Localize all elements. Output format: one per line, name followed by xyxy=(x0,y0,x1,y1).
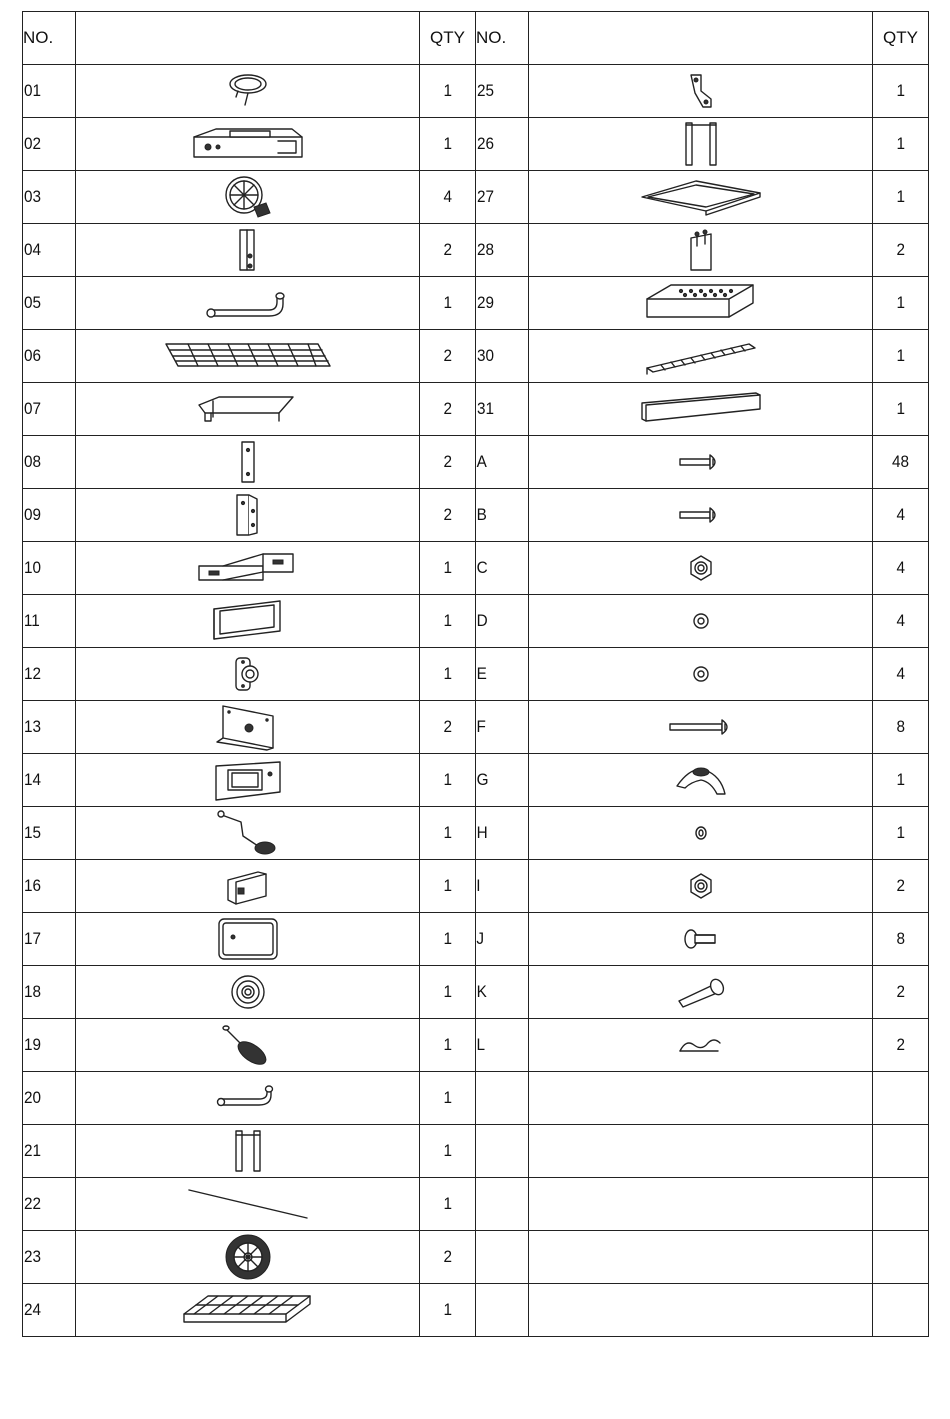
table-row xyxy=(23,913,929,966)
part-illustration xyxy=(529,860,873,913)
vent-panel-icon xyxy=(208,756,288,804)
small-washer-icon xyxy=(689,821,713,845)
firebox-icon xyxy=(188,123,308,165)
part-illustration xyxy=(76,860,420,913)
part-number: 13 xyxy=(23,701,76,754)
part-number: I xyxy=(476,860,529,913)
cooking-grate-icon xyxy=(158,336,338,376)
no-column-header: NO. xyxy=(476,12,529,65)
bolt-icon xyxy=(676,450,726,474)
part-quantity: 2 xyxy=(873,224,929,277)
part-quantity: 1 xyxy=(420,860,476,913)
part-illustration xyxy=(76,489,420,542)
wheel-icon xyxy=(223,1232,273,1282)
damper-wheel-icon xyxy=(218,173,278,221)
table-row xyxy=(23,436,929,489)
part-illustration xyxy=(529,171,873,224)
part-number: 15 xyxy=(23,807,76,860)
part-quantity: 1 xyxy=(873,807,929,860)
part-quantity: 1 xyxy=(873,65,929,118)
part-number xyxy=(476,1284,529,1337)
part-quantity: 1 xyxy=(420,966,476,1019)
part-quantity: 8 xyxy=(873,701,929,754)
table-row xyxy=(23,171,929,224)
table-row xyxy=(23,65,929,118)
part-illustration xyxy=(76,913,420,966)
bolt-icon xyxy=(676,503,726,527)
angle-bracket-icon xyxy=(231,491,265,539)
part-illustration xyxy=(529,1125,873,1178)
part-illustration xyxy=(529,330,873,383)
part-quantity xyxy=(873,1178,929,1231)
part-quantity: 2 xyxy=(420,701,476,754)
long-bolt-icon xyxy=(666,715,736,739)
table-row xyxy=(23,1178,929,1231)
part-illustration xyxy=(76,807,420,860)
table-row xyxy=(23,118,929,171)
part-number: 29 xyxy=(476,277,529,330)
part-number: A xyxy=(476,436,529,489)
part-number: 19 xyxy=(23,1019,76,1072)
short-bracket-icon xyxy=(681,226,721,274)
table-row xyxy=(23,383,929,436)
part-quantity: 1 xyxy=(420,118,476,171)
charcoal-pan-icon xyxy=(641,281,761,325)
part-quantity: 2 xyxy=(420,489,476,542)
part-illustration xyxy=(529,1019,873,1072)
part-number: 07 xyxy=(23,383,76,436)
part-illustration xyxy=(76,277,420,330)
part-number: 12 xyxy=(23,648,76,701)
part-number: H xyxy=(476,807,529,860)
part-illustration xyxy=(529,701,873,754)
part-number: 23 xyxy=(23,1231,76,1284)
part-number xyxy=(476,1125,529,1178)
part-number: 02 xyxy=(23,118,76,171)
part-quantity: 48 xyxy=(873,436,929,489)
spring-handle-icon xyxy=(218,1023,278,1067)
part-number: G xyxy=(476,754,529,807)
control-knob-icon xyxy=(228,970,268,1014)
part-number: E xyxy=(476,648,529,701)
part-quantity: 2 xyxy=(420,436,476,489)
part-illustration xyxy=(529,1284,873,1337)
part-quantity: 4 xyxy=(420,171,476,224)
part-number xyxy=(476,1231,529,1284)
part-quantity xyxy=(873,1125,929,1178)
bottom-shelf-frame-icon xyxy=(636,177,766,217)
table-row xyxy=(23,648,929,701)
part-number: 05 xyxy=(23,277,76,330)
ash-door-icon xyxy=(218,864,278,908)
part-number: F xyxy=(476,701,529,754)
table-row xyxy=(23,1231,929,1284)
part-number: 30 xyxy=(476,330,529,383)
part-number: B xyxy=(476,489,529,542)
picture-column-header xyxy=(76,12,420,65)
part-quantity: 1 xyxy=(420,807,476,860)
part-illustration xyxy=(529,542,873,595)
part-illustration xyxy=(76,966,420,1019)
part-number: C xyxy=(476,542,529,595)
table-row xyxy=(23,966,929,1019)
part-quantity: 2 xyxy=(420,1231,476,1284)
side-shelf-icon xyxy=(193,391,303,427)
part-quantity xyxy=(873,1231,929,1284)
part-quantity: 1 xyxy=(420,1019,476,1072)
table-row xyxy=(23,1072,929,1125)
part-illustration xyxy=(76,1072,420,1125)
part-quantity xyxy=(873,1072,929,1125)
part-quantity: 2 xyxy=(873,1019,929,1072)
part-illustration xyxy=(76,595,420,648)
part-quantity: 4 xyxy=(873,595,929,648)
axle-rod-icon xyxy=(183,1184,313,1224)
part-illustration xyxy=(529,277,873,330)
table-row xyxy=(23,860,929,913)
u-bracket-icon xyxy=(228,1127,268,1175)
part-illustration xyxy=(76,383,420,436)
qty-column-header: QTY xyxy=(420,12,476,65)
shoulder-bolt-icon xyxy=(681,924,721,954)
part-number: 08 xyxy=(23,436,76,489)
leg-icon xyxy=(228,226,268,274)
table-row xyxy=(23,807,929,860)
table-row xyxy=(23,277,929,330)
parts-list-table xyxy=(22,11,929,1337)
part-quantity: 1 xyxy=(873,330,929,383)
part-illustration xyxy=(529,913,873,966)
part-quantity: 1 xyxy=(420,1284,476,1337)
part-illustration xyxy=(529,65,873,118)
part-illustration xyxy=(76,436,420,489)
part-number: 11 xyxy=(23,595,76,648)
table-row xyxy=(23,330,929,383)
part-number: 31 xyxy=(476,383,529,436)
part-number: 10 xyxy=(23,542,76,595)
front-panel-icon xyxy=(208,597,288,645)
part-quantity: 8 xyxy=(873,913,929,966)
part-illustration xyxy=(76,542,420,595)
part-quantity: 1 xyxy=(873,383,929,436)
part-quantity: 2 xyxy=(420,224,476,277)
part-number: 21 xyxy=(23,1125,76,1178)
part-quantity: 1 xyxy=(420,754,476,807)
part-number: D xyxy=(476,595,529,648)
part-quantity: 1 xyxy=(873,118,929,171)
part-quantity: 1 xyxy=(420,595,476,648)
part-quantity: 1 xyxy=(420,648,476,701)
nut-icon xyxy=(686,553,716,583)
part-number: 26 xyxy=(476,118,529,171)
part-number: 25 xyxy=(476,65,529,118)
part-number: 24 xyxy=(23,1284,76,1337)
part-illustration xyxy=(529,648,873,701)
table-row xyxy=(23,224,929,277)
knob-mount-icon xyxy=(228,652,268,696)
part-illustration xyxy=(529,118,873,171)
small-handle-icon xyxy=(213,1083,283,1113)
bracket-clip-icon xyxy=(681,69,721,113)
table-header-row xyxy=(23,12,929,65)
part-quantity: 1 xyxy=(420,65,476,118)
door-plate-icon xyxy=(213,915,283,963)
part-number: 22 xyxy=(23,1178,76,1231)
part-illustration xyxy=(76,648,420,701)
part-illustration xyxy=(76,1231,420,1284)
part-illustration xyxy=(529,436,873,489)
part-quantity: 1 xyxy=(420,913,476,966)
part-quantity: 1 xyxy=(420,1072,476,1125)
part-illustration xyxy=(76,118,420,171)
part-illustration xyxy=(529,489,873,542)
nut-icon xyxy=(686,871,716,901)
part-illustration xyxy=(529,1231,873,1284)
part-number: 28 xyxy=(476,224,529,277)
part-illustration xyxy=(529,383,873,436)
part-number: 06 xyxy=(23,330,76,383)
part-illustration xyxy=(529,966,873,1019)
washer-icon xyxy=(689,662,713,686)
part-number: 27 xyxy=(476,171,529,224)
handle-icon xyxy=(203,288,293,318)
part-quantity: 4 xyxy=(873,542,929,595)
part-quantity: 2 xyxy=(420,330,476,383)
washer-icon xyxy=(689,609,713,633)
qty-column-header: QTY xyxy=(873,12,929,65)
part-quantity: 1 xyxy=(420,1178,476,1231)
part-number: 17 xyxy=(23,913,76,966)
table-row xyxy=(23,542,929,595)
part-illustration xyxy=(76,701,420,754)
part-number xyxy=(476,1072,529,1125)
part-illustration xyxy=(529,1178,873,1231)
part-number: L xyxy=(476,1019,529,1072)
part-illustration xyxy=(529,1072,873,1125)
part-number xyxy=(476,1178,529,1231)
table-row xyxy=(23,1019,929,1072)
leg-bracket-icon xyxy=(676,119,726,169)
part-illustration xyxy=(529,224,873,277)
grill-thermometer-icon xyxy=(218,71,278,111)
part-number: 09 xyxy=(23,489,76,542)
part-quantity: 2 xyxy=(873,966,929,1019)
part-illustration xyxy=(76,754,420,807)
part-number: 20 xyxy=(23,1072,76,1125)
part-illustration xyxy=(76,1125,420,1178)
part-quantity: 2 xyxy=(420,383,476,436)
part-number: J xyxy=(476,913,529,966)
table-row xyxy=(23,1284,929,1337)
part-quantity xyxy=(873,1284,929,1337)
part-illustration xyxy=(529,807,873,860)
part-number: 04 xyxy=(23,224,76,277)
part-quantity: 1 xyxy=(420,542,476,595)
warming-rack-icon xyxy=(641,336,761,376)
part-number: K xyxy=(476,966,529,1019)
part-quantity: 4 xyxy=(873,489,929,542)
table-row xyxy=(23,1125,929,1178)
table-row xyxy=(23,754,929,807)
handle-cap-icon xyxy=(671,760,731,800)
axle-pin-icon xyxy=(673,975,729,1009)
part-illustration xyxy=(76,65,420,118)
part-quantity: 1 xyxy=(420,1125,476,1178)
flat-bracket-icon xyxy=(233,438,263,486)
part-number: 03 xyxy=(23,171,76,224)
table-row xyxy=(23,701,929,754)
front-panel-bar-icon xyxy=(636,387,766,431)
part-number: 14 xyxy=(23,754,76,807)
picture-column-header xyxy=(529,12,873,65)
part-illustration xyxy=(529,595,873,648)
part-illustration xyxy=(76,1019,420,1072)
part-number: 16 xyxy=(23,860,76,913)
part-quantity: 2 xyxy=(873,860,929,913)
part-quantity: 1 xyxy=(873,754,929,807)
part-quantity: 1 xyxy=(873,171,929,224)
part-number: 18 xyxy=(23,966,76,1019)
part-illustration xyxy=(76,1178,420,1231)
part-illustration xyxy=(76,1284,420,1337)
part-illustration xyxy=(529,754,873,807)
part-illustration xyxy=(76,224,420,277)
table-row xyxy=(23,489,929,542)
part-quantity: 4 xyxy=(873,648,929,701)
support-frame-icon xyxy=(193,546,303,590)
side-panel-icon xyxy=(213,702,283,752)
part-quantity: 1 xyxy=(873,277,929,330)
no-column-header: NO. xyxy=(23,12,76,65)
crank-handle-icon xyxy=(213,808,283,858)
part-quantity: 1 xyxy=(420,277,476,330)
hitch-pin-clip-icon xyxy=(676,1033,726,1057)
part-illustration xyxy=(76,171,420,224)
part-number: 01 xyxy=(23,65,76,118)
table-row xyxy=(23,595,929,648)
bottom-grate-icon xyxy=(178,1288,318,1332)
part-illustration xyxy=(76,330,420,383)
